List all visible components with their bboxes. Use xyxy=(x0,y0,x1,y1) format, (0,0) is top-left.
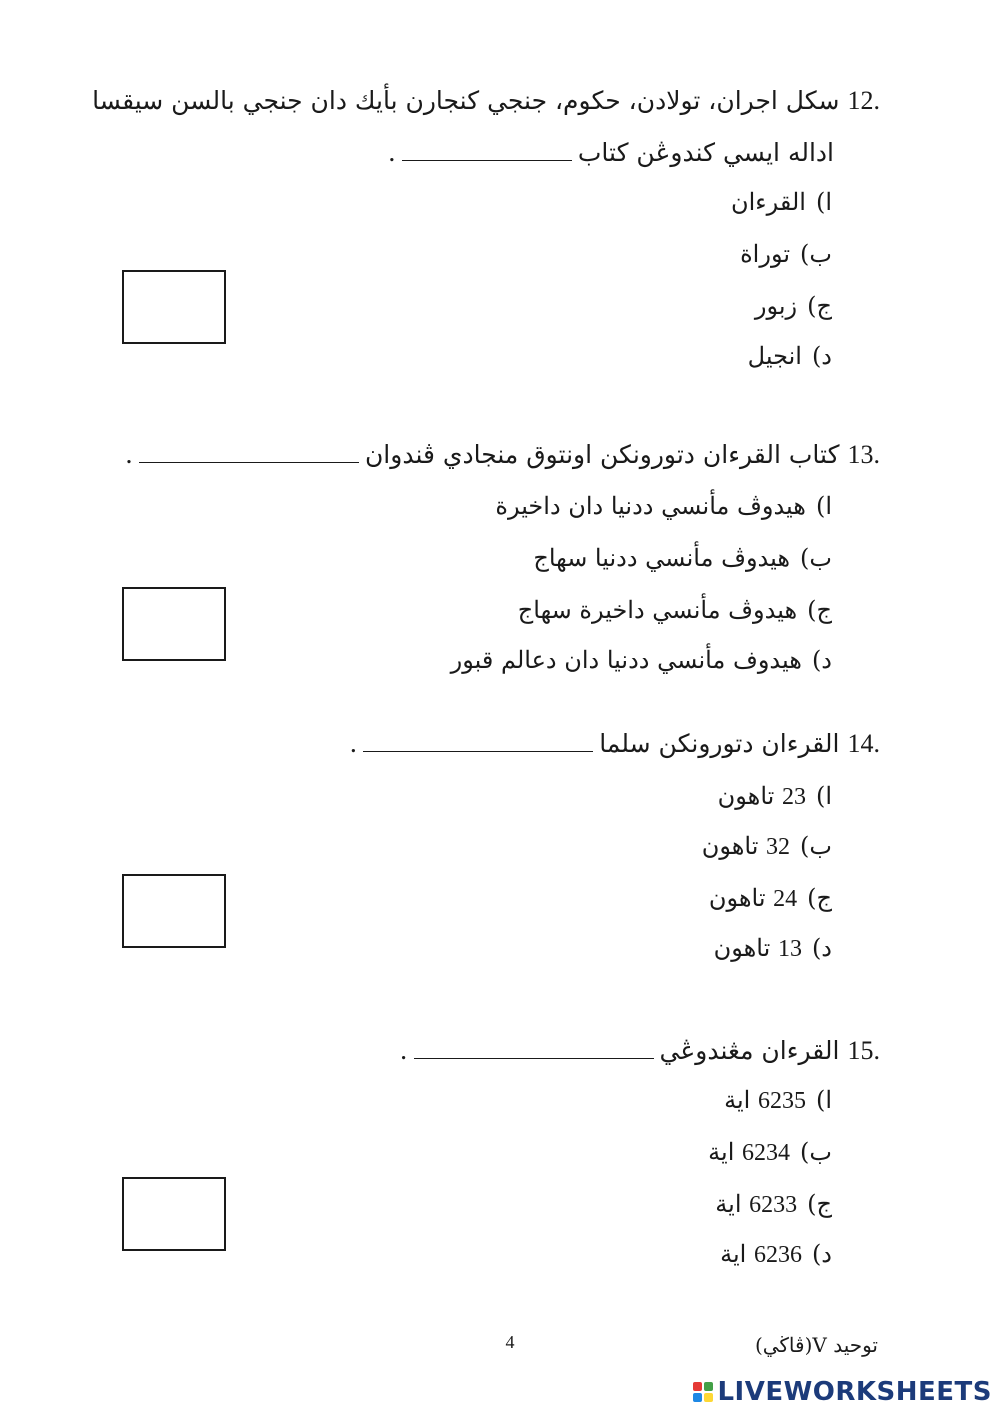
answer-blank xyxy=(414,1038,654,1059)
option-b: ب)هيدوڤ مأنسي ددنيا سهاج xyxy=(533,544,832,572)
option-d: د)6236 اية xyxy=(720,1240,832,1268)
answer-blank xyxy=(139,442,359,463)
option-a: ا)6235 اية xyxy=(724,1086,832,1114)
option-b: ب)32 تاهون xyxy=(701,832,832,860)
question-14-line: 14.القرءان دتورونكن سلما. xyxy=(349,729,880,758)
question-12-line-2: اداله ايسي كندوڠن كتاب. xyxy=(387,138,834,167)
question-text: القرءان مڠندوڠي xyxy=(659,1036,840,1065)
option-a: ا)23 تاهون xyxy=(717,782,832,810)
brand-name: LIVEWORKSHEETS xyxy=(717,1377,992,1407)
option-b: ب)توراة xyxy=(740,240,832,268)
question-text: سكل اجران، تولادن، حكوم، جنجي كنجارن بأيك دان جنجي بالسن سيقسا xyxy=(92,86,840,115)
option-c: ج)24 تاهون xyxy=(708,884,832,912)
answer-box-14[interactable] xyxy=(122,874,226,948)
option-a: ا)القرءان xyxy=(731,188,832,216)
answer-blank xyxy=(402,140,572,161)
answer-box-13[interactable] xyxy=(122,587,226,661)
liveworksheets-brand xyxy=(693,1377,992,1407)
question-text: كتاب القرءان دتورونكن اونتوق منجادي ڤندوان xyxy=(364,440,840,469)
question-13-line: 13.كتاب القرءان دتورونكن اونتوق منجادي ڤندوان. xyxy=(124,440,880,469)
answer-box-12[interactable] xyxy=(122,270,226,344)
liveworksheets-logo-icon xyxy=(693,1382,713,1402)
page-number: 4 xyxy=(505,1332,515,1352)
question-15-line: 15.القرءان مڠندوڠي. xyxy=(399,1036,880,1065)
question-12-line-1 xyxy=(92,82,880,120)
option-d: د)هيدوف مأنسي ددنيا دان دعالم قبور xyxy=(450,646,832,674)
option-d: د)13 تاهون xyxy=(713,934,832,962)
footer-title: توحيد V(ڤاڬي) xyxy=(754,1333,878,1357)
answer-blank xyxy=(363,731,593,752)
option-c: ج)هيدوڤ مأنسي داخيرة سهاج xyxy=(517,596,832,624)
question-text: اداله ايسي كندوڠن كتاب xyxy=(577,138,834,167)
option-c: ج)زبور xyxy=(754,292,832,320)
option-a: ا)هيدوڤ مأنسي ددنيا دان داخيرة xyxy=(495,492,832,520)
answer-box-15[interactable] xyxy=(122,1177,226,1251)
option-b: ب)6234 اية xyxy=(708,1138,832,1166)
option-c: ج)6233 اية xyxy=(715,1190,832,1218)
question-number: 12. xyxy=(847,86,880,115)
question-text: القرءان دتورونكن سلما xyxy=(599,729,840,758)
option-d: د)انجيل xyxy=(747,342,832,370)
